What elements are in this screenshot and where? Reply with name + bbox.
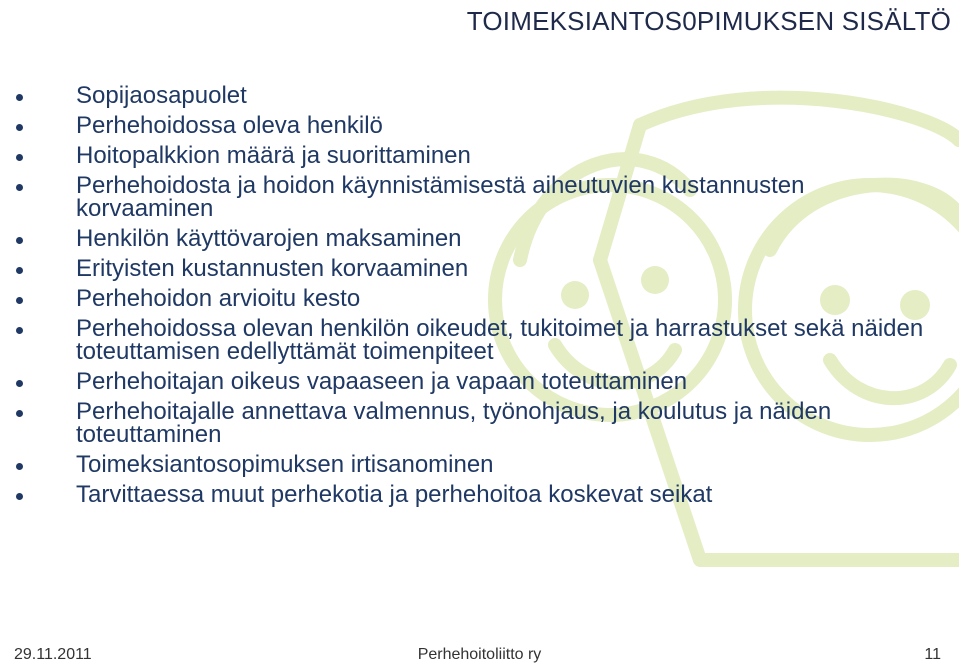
list-item <box>0 483 959 506</box>
list-item-text: Perhehoitajan oikeus vapaaseen ja vapaan toteuttaminen <box>76 368 688 395</box>
bullet-list <box>0 84 959 513</box>
list-item <box>0 317 959 363</box>
list-item <box>0 174 959 220</box>
bullet-icon <box>16 154 23 161</box>
bullet-icon <box>16 237 23 244</box>
list-item <box>0 287 959 310</box>
bullet-icon <box>16 327 23 334</box>
list-item-text: Perhehoidon arvioitu kesto <box>76 285 361 312</box>
bullet-icon <box>16 184 23 191</box>
bullet-icon <box>16 410 23 417</box>
footer-organization: Perhehoitoliitto ry <box>417 646 542 663</box>
list-item <box>0 453 959 476</box>
list-item <box>0 400 959 446</box>
bullet-icon <box>16 493 23 500</box>
list-item-text: Perhehoidossa oleva henkilö <box>76 112 383 139</box>
list-item-text: Sopijaosapuolet <box>76 82 247 109</box>
list-item-text: Perhehoidosta ja hoidon käynnistämisestä aiheutuvien kustannusten korvaaminen <box>76 172 805 222</box>
list-item <box>0 114 959 137</box>
list-item <box>0 144 959 167</box>
list-item <box>0 257 959 280</box>
bullet-icon <box>16 267 23 274</box>
list-item-text: Toimeksiantosopimuksen irtisanominen <box>76 451 494 478</box>
list-item <box>0 227 959 250</box>
bullet-icon <box>16 94 23 101</box>
slide-title: TOIMEKSIANTOS0PIMUKSEN SISÄLTÖ <box>466 6 951 36</box>
list-item <box>0 84 959 107</box>
list-item-text: Perhehoitajalle annettava valmennus, työnohjaus, ja koulutus ja näiden toteuttaminen <box>76 398 832 448</box>
list-item-text: Hoitopalkkion määrä ja suorittaminen <box>76 142 471 169</box>
list-item-text: Erityisten kustannusten korvaaminen <box>76 255 469 282</box>
bullet-icon <box>16 463 23 470</box>
footer-page-number: 11 <box>924 646 941 663</box>
list-item-text: Tarvittaessa muut perhekotia ja perhehoitoa koskevat seikat <box>76 481 713 508</box>
bullet-icon <box>16 297 23 304</box>
bullet-icon <box>16 380 23 387</box>
list-item <box>0 370 959 393</box>
list-item-text: Henkilön käyttövarojen maksaminen <box>76 225 462 252</box>
list-item-text: Perhehoidossa olevan henkilön oikeudet, tukitoimet ja harrastukset sekä näiden toteuttamisen edellyttämät toimenpiteet <box>76 315 924 365</box>
footer-date: 29.11.2011 <box>14 646 92 663</box>
bullet-icon <box>16 124 23 131</box>
